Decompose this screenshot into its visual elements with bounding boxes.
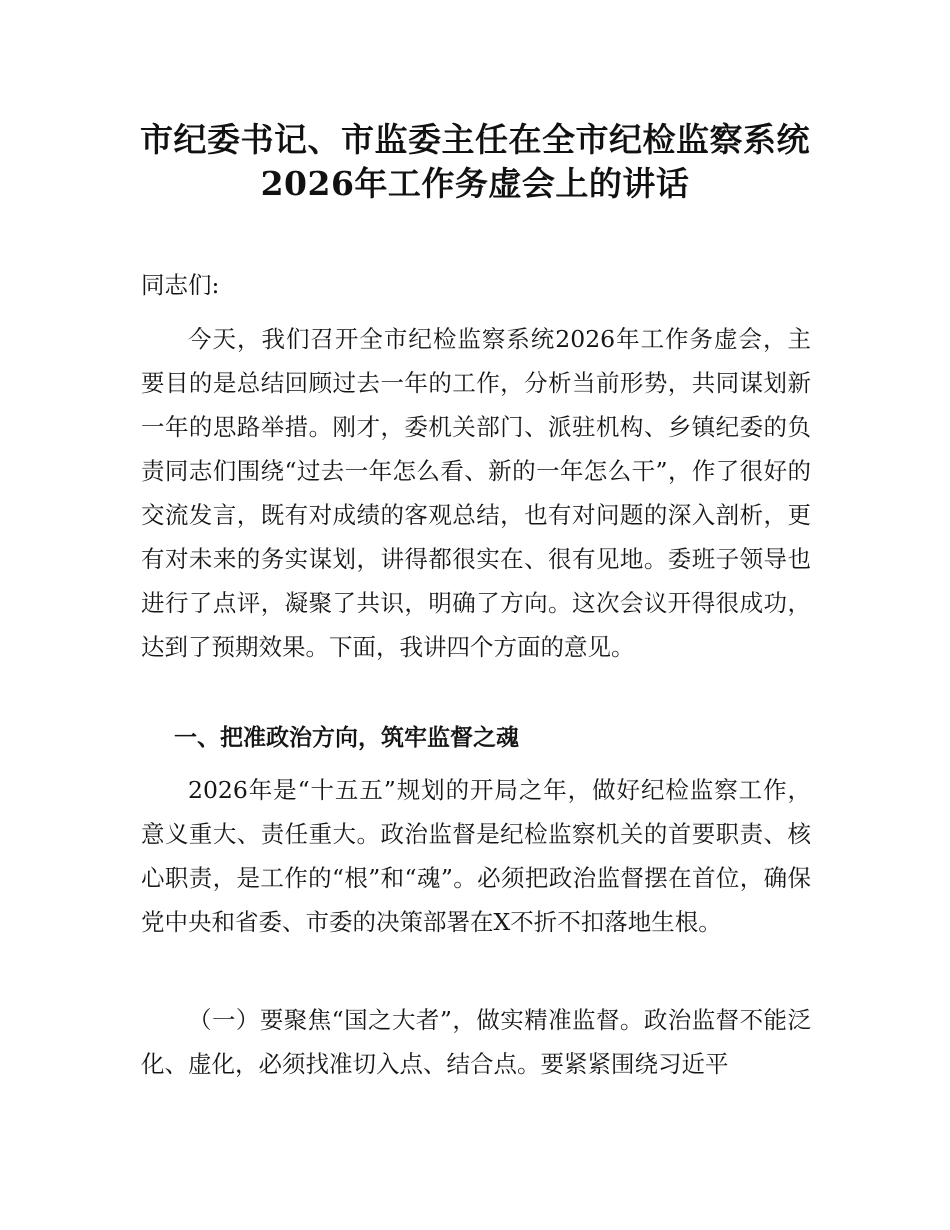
paragraph-section1: 2026年是“十五五”规划的开局之年，做好纪检监察工作，意义重大、责任重大。政治监督是纪检监察机关的首要职责、核心职责，是工作的“根”和“魂”。必须把政治监督摆在首位，确保党中央和省委、市委的决策部署在X不折不扣落地生根。 [141, 776, 811, 936]
salutation: 同志们: [141, 271, 220, 299]
document-title-line1: 市纪委书记、市监委主任在全市纪检监察系统 [140, 120, 810, 159]
document-title-line2: 2026年工作务虚会上的讲话 [260, 164, 690, 203]
section-heading-1: 一、把准政治方向，筑牢监督之魂 [174, 725, 519, 751]
paragraph-subsection1: （一）要聚焦“国之大者”，做实精准监督。政治监督不能泛化、虚化，必须找准切入点、结合点。要紧紧围绕习近平 [141, 1006, 811, 1078]
paragraph-intro: 今天，我们召开全市纪检监察系统2026年工作务虚会，主要目的是总结回顾过去一年的工作，分析当前形势，共同谋划新一年的思路举措。刚才，委机关部门、派驻机构、乡镇纪委的负责同志们围绕“过去一年怎么看、新的一年怎么干”，作了很好的交流发言，既有对成绩的客观总结，也有对问题的深入剖析，更有对未来的务实谋划，讲得都很实在、很有见地。委班子领导也进行了点评，凝聚了共识，明确了方向。这次会议开得很成功，达到了预期效果。下面，我讲四个方面的意见。 [141, 325, 811, 661]
